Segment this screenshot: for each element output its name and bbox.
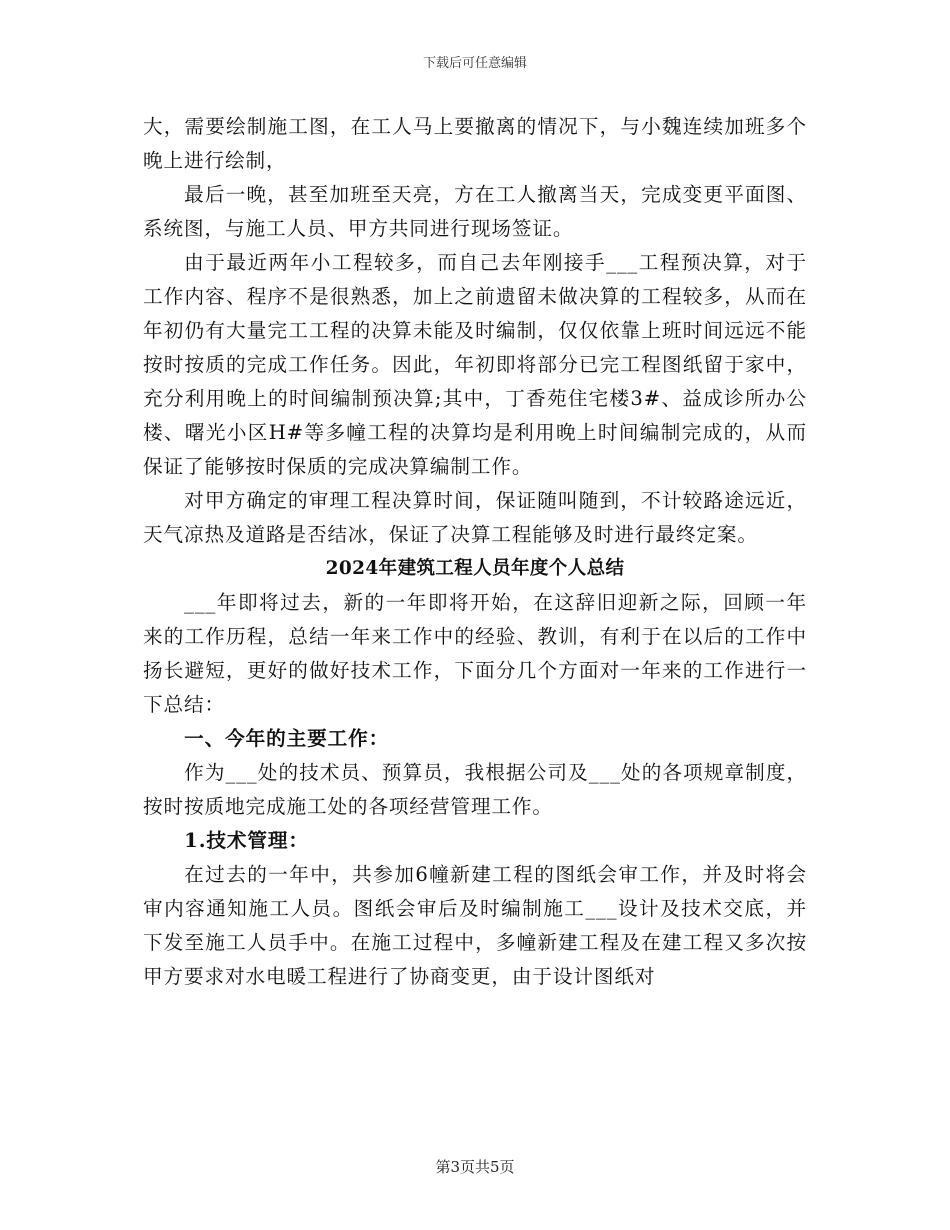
paragraph-1: 大，需要绘制施工图，在工人马上要撤离的情况下，与小魏连续加班多个晚上进行绘制， <box>143 115 807 172</box>
paragraph-5: ___年即将过去，新的一年即将开始，在这辞旧迎新之际，回顾一年来的工作历程，总结一年来工作中的经验、教训，有利于在以后的工作中扬长避短，更好的做好技术工作，下面分几个方面对一年来的工作进行一下总结： <box>143 591 807 716</box>
heading-technical-management: 1.技术管理： <box>184 829 309 852</box>
document-body <box>143 110 807 994</box>
section-title: 2024年建筑工程人员年度个人总结 <box>325 558 625 579</box>
paragraph-6: 作为___处的技术员、预算员，我根据公司及___处的各项规章制度，按时按质地完成施工处的各项经营管理工作。 <box>143 761 807 818</box>
paragraph-4: 对甲方确定的审理工程决算时间，保证随叫随到，不计较路途远近，天气凉热及道路是否结冰，保证了决算工程能够及时进行最终定案。 <box>143 489 807 546</box>
paragraph-7: 在过去的一年中，共参加6幢新建工程的图纸会审工作，并及时将会审内容通知施工人员。图纸会审后及时编制施工___设计及技术交底，并下发至施工人员手中。在施工过程中，多幢新建工程及在建工程又多次按甲方要求对水电暖工程进行了协商变更，由于设计图纸对 <box>143 863 807 988</box>
page-header: 下载后可任意编辑 <box>422 56 527 71</box>
paragraph-3: 由于最近两年小工程较多，而自己去年刚接手___工程预决算，对于工作内容、程序不是很熟悉，加上之前遗留未做决算的工程较多，从而在年初仍有大量完工工程的决算未能及时编制，仅仅依靠上班时间远远不能按时按质的完成工作任务。因此，年初即将部分已完工程图纸留于家中，充分利用晚上的时间编制预决算;其中，丁香苑住宅楼3#、益成诊所办公楼、曙光小区H#等多幢工程的决算均是利用晚上时间编制完成的，从而保证了能够按时保质的完成决算编制工作。 <box>143 251 807 478</box>
paragraph-2: 最后一晚，甚至加班至天亮，方在工人撤离当天，完成变更平面图、系统图，与施工人员、甲方共同进行现场签证。 <box>143 183 807 240</box>
heading-main-work: 一、今年的主要工作： <box>184 727 390 750</box>
page-footer: 第3页共5页 <box>435 1158 515 1176</box>
